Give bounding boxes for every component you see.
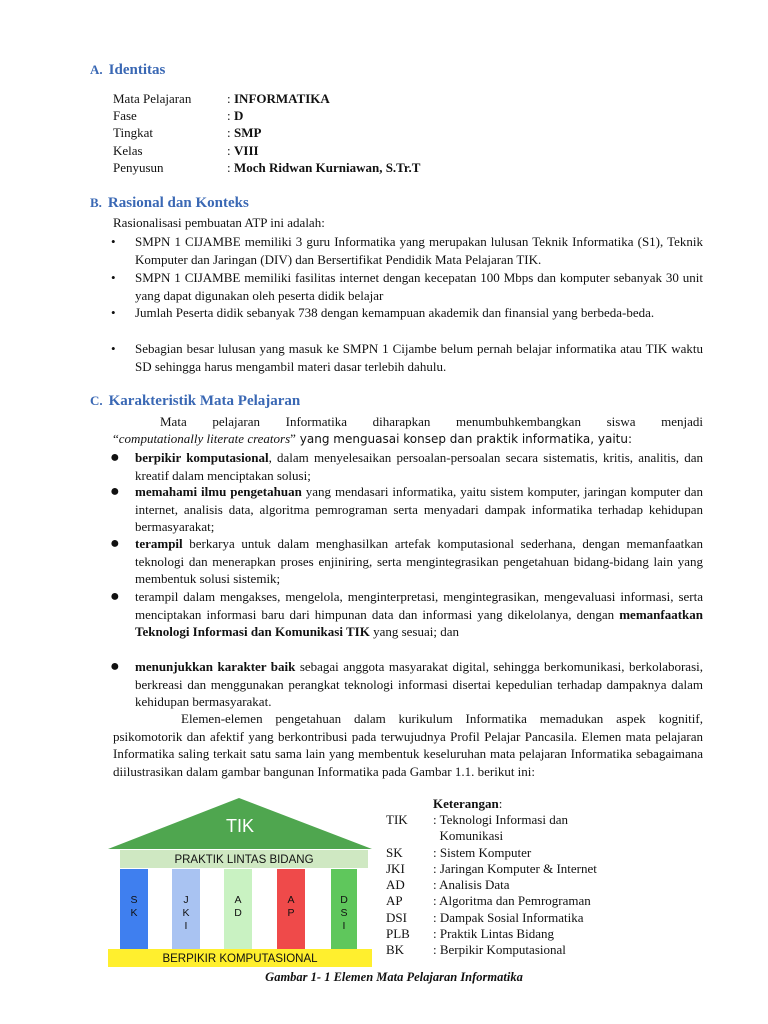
pillar-letter: S [130, 894, 138, 906]
rasional-bullet: SMPN 1 CIJAMBE memiliki 3 guru Informatika yang merupakan lulusan Teknik Informatika (S1), Teknik Komputer dan Jaringan (DIV) dan Bersertifikat Pendidik Mata Pelajaran TIK. [135, 234, 703, 267]
bullet-marker: ● [110, 588, 120, 605]
identity-value: VIII [234, 143, 259, 158]
bullet-marker: ● [110, 658, 120, 675]
karakteristik-intro-line1: Mata pelajaran Informatika diharapkan menumbuhkembangkan siswa menjadi [160, 414, 703, 429]
rasional-intro: Rasionalisasi pembuatan ATP ini adalah: [113, 215, 325, 230]
karakteristik-bullet: terampil dalam mengakses, mengelola, menginterpretasi, mengintegrasikan, mengevaluasi informasi, serta menciptakan informasi baru dari himpunan data dan informasi yang dikelolanya, dengan memanfaatkan Teknologi Informasi dan Komunikasi TIK yang sesuai; dan [135, 589, 703, 639]
pillar-letter: K [130, 907, 138, 919]
identity-value: INFORMATIKA [234, 91, 330, 106]
document-page: A. Identitas Mata Pelajaran : INFORMATIKA Fase : D Tingkat : SMP Kelas : VIII Penyusun : Moch Ridwan Kurniawan, S.Tr.T B. Rasional dan Konteks Rasionalisasi pembuatan ATP ini adalah: • SMPN 1 CIJAMBE memiliki 3 guru Informatika yang merupakan lulusan Teknik Informatika (S1), Teknik Komputer dan Jaringan (DIV) dan Bersertifikat Pendidik Mata Pelajaran TIK. • SMPN 1 CIJAMBE memiliki fasilitas internet dengan kecepatan 100 Mbps dan komputer sebanyak 30 unit yang dapat digunakan oleh peserta didik belajar • Jumlah Peserta didik sebanyak 738 dengan kemampuan akademik dan finansial yang berbeda-beda. • Sebagian besar lulusan yang masuk ke SMPN 1 Cijambe belum pernah belajar informatika atau TIK waktu SD sehingga harus mengambil materi dasar terlebih dahulu. C. Karakteristik Mata Pelajaran Mata pelajaran Informatika diharapkan menumbuhkembangkan siswa menjadi “computationally literate creators” yang menguasai konsep dan praktik informatika, yaitu: ● berpikir komputasional, dalam menyelesaikan persoalan-persoalan secara sistematis, kritis, analitis, dan kreatif dalam menciptakan solusi; ● memahami ilmu pengetahuan yang mendasari informatika, yaitu sistem komputer, jaringan komputer dan internet, analisis data, algoritma pemrograman serta menyadari dampak informatika terhadap kehidupan bermasyarakat; ● terampil berkarya untuk dalam menghasilkan artefak komputasional sederhana, dengan memanfaatkan teknologi dan menerapkan proses enjiniring, serta mengintegrasikan pengetahuan bidang-bidang lain yang membentuk solusi sistemik; ● terampil dalam mengakses, mengelola, menginterpretasi, mengintegrasikan, mengevaluasi informasi, serta menciptakan informasi baru dari himpunan data dan informasi yang dikelolanya, dengan memanfaatkan Teknologi Informasi dan Komunikasi TIK yang sesuai; dan ● menunjukkan karakter baik sebagai anggota masyarakat digital, sehingga berkomunikasi, berkolaborasi, berkreasi dan menggunakan perangkat teknologi informasi disertai kepedulian terhadap dampaknya dalam kehidupan bermasyarakat. Elemen-elemen pengetahuan dalam kurikulum Informatika memadukan aspek kognitif, psikomotorik dan afektif yang berkontribusi pada terwujudnya Profil Pelajar Pancasila. Elemen mata pelajaran Informatika saling terkait satu sama lain yang membentuk keseluruhan mata pelajaran Informatika sebagaimana diilustrasikan dalam gambar bangunan Informatika pada Gambar 1.1. berikut ini: TIK PRAKTIK LINTAS BIDANG S K J K I A D A P D S I BERPIKIR KOMPUTASIONAL Keterangan: TIK : Teknologi Informasi dan Komunikasi SK : Sistem Komputer JKI : Jaringan Komputer & Internet AD : Analisis Data AP : Algoritma dan Pemrograman DSI : Dampak Sosial Informatika PLB : Praktik Lintas Bidang BK : Berpikir Komputasional Gambar 1- 1 Elemen Mata Pelajaran Informatika [0, 0, 768, 1024]
legend-title: Keterangan: [433, 796, 503, 811]
identity-value: Moch Ridwan Kurniawan, S.Tr.T [234, 160, 421, 175]
pillar-letter: P [287, 907, 295, 919]
bullet-marker: ● [110, 535, 120, 552]
pillar-letter: I [342, 920, 346, 932]
pillar-letter: I [184, 920, 188, 932]
pillar-letter: J [183, 894, 189, 906]
karakteristik-bullet: menunjukkan karakter baik sebagai anggota masyarakat digital, sehingga berkomunikasi, berkolaborasi, berkreasi dan menggunakan perangkat teknologi informasi disertai kepedulian terhadap dampaknya dalam kehidupan bermasyarakat. [135, 659, 703, 709]
italic-phrase: computationally literate creators [118, 431, 291, 446]
pillar-letter: A [287, 894, 295, 906]
karakteristik-bullet: memahami ilmu pengetahuan yang mendasari informatika, yaitu sistem komputer, jaringan komputer dan internet, analisis data, algoritma pemrograman serta menyadari dampak informatika terhadap kehidupan bermasyarakat; [135, 484, 703, 534]
karakteristik-intro-line2: “computationally literate creators” yang menguasai konsep dan praktik informatika, yaitu: [113, 431, 633, 446]
bullet-marker: • [111, 305, 116, 320]
identity-label: Kelas [113, 143, 143, 158]
rasional-bullet: Jumlah Peserta didik sebanyak 738 dengan kemampuan akademik dan finansial yang berbeda-beda. [135, 305, 655, 320]
section-title: Karakteristik Mata Pelajaran [108, 393, 301, 409]
karakteristik-bullet: terampil berkarya untuk dalam menghasilkan artefak komputasional sederhana, dengan memanfaatkan teknologi dan menerapkan proses enjiniring, serta mengintegrasikan pengetahuan bidang-bidang lain yang membentuk solusi sistemik; [135, 536, 703, 586]
pillar-letter: K [182, 907, 190, 919]
bullet-marker: • [111, 234, 116, 249]
base-label: BERPIKIR KOMPUTASIONAL [162, 953, 318, 965]
roof-label: TIK [225, 816, 255, 836]
beam-label: PRAKTIK LINTAS BIDANG [174, 854, 314, 866]
bullet-marker: • [111, 341, 116, 356]
identity-label: Mata Pelajaran [113, 91, 192, 106]
identity-value: D [234, 108, 244, 123]
karakteristik-bullet: berpikir komputasional, dalam menyelesaikan persoalan-persoalan secara sistematis, kritis, analitis, dan kreatif dalam menciptakan solusi; [135, 450, 703, 483]
section-title: Identitas [108, 62, 166, 78]
karakteristik-closing: Elemen-elemen pengetahuan dalam kurikulum Informatika memadukan aspek kognitif, psikomotorik dan afektif yang berkontribusi pada terwujudnya Profil Pelajar Pancasila. Elemen mata pelajaran Informatika saling terkait satu sama lain yang membentuk keseluruhan mata pelajaran Informatika sebagaimana diilustrasikan dalam gambar bangunan Informatika pada Gambar 1.1. berikut ini: [113, 711, 703, 779]
identity-label: Penyusun [113, 160, 164, 175]
identity-value: SMP [234, 125, 262, 140]
identity-label: Fase [113, 108, 137, 123]
section-letter: B. [90, 195, 102, 210]
rasional-bullet: SMPN 1 CIJAMBE memiliki fasilitas internet dengan kecepatan 100 Mbps dan komputer sebanyak 30 unit yang dapat digunakan oleh peserta didik belajar [135, 270, 703, 303]
pillar-letter: S [340, 907, 348, 919]
pillar-letter: D [234, 907, 242, 919]
identity-label: Tingkat [113, 125, 153, 140]
section-letter: C. [90, 393, 103, 408]
rasional-bullet: Sebagian besar lulusan yang masuk ke SMPN 1 Cijambe belum pernah belajar informatika atau TIK waktu SD sehingga harus mengambil materi dasar terlebih dahulu. [135, 341, 703, 374]
pillar-letter: D [340, 894, 348, 906]
pillar-letter: A [234, 894, 242, 906]
bullet-marker: • [111, 270, 116, 285]
bullet-marker: ● [110, 449, 120, 466]
section-title: Rasional dan Konteks [107, 195, 249, 211]
figure-caption: Gambar 1- 1 Elemen Mata Pelajaran Informatika [265, 970, 523, 984]
section-letter: A. [90, 62, 103, 77]
bullet-marker: ● [110, 483, 120, 500]
